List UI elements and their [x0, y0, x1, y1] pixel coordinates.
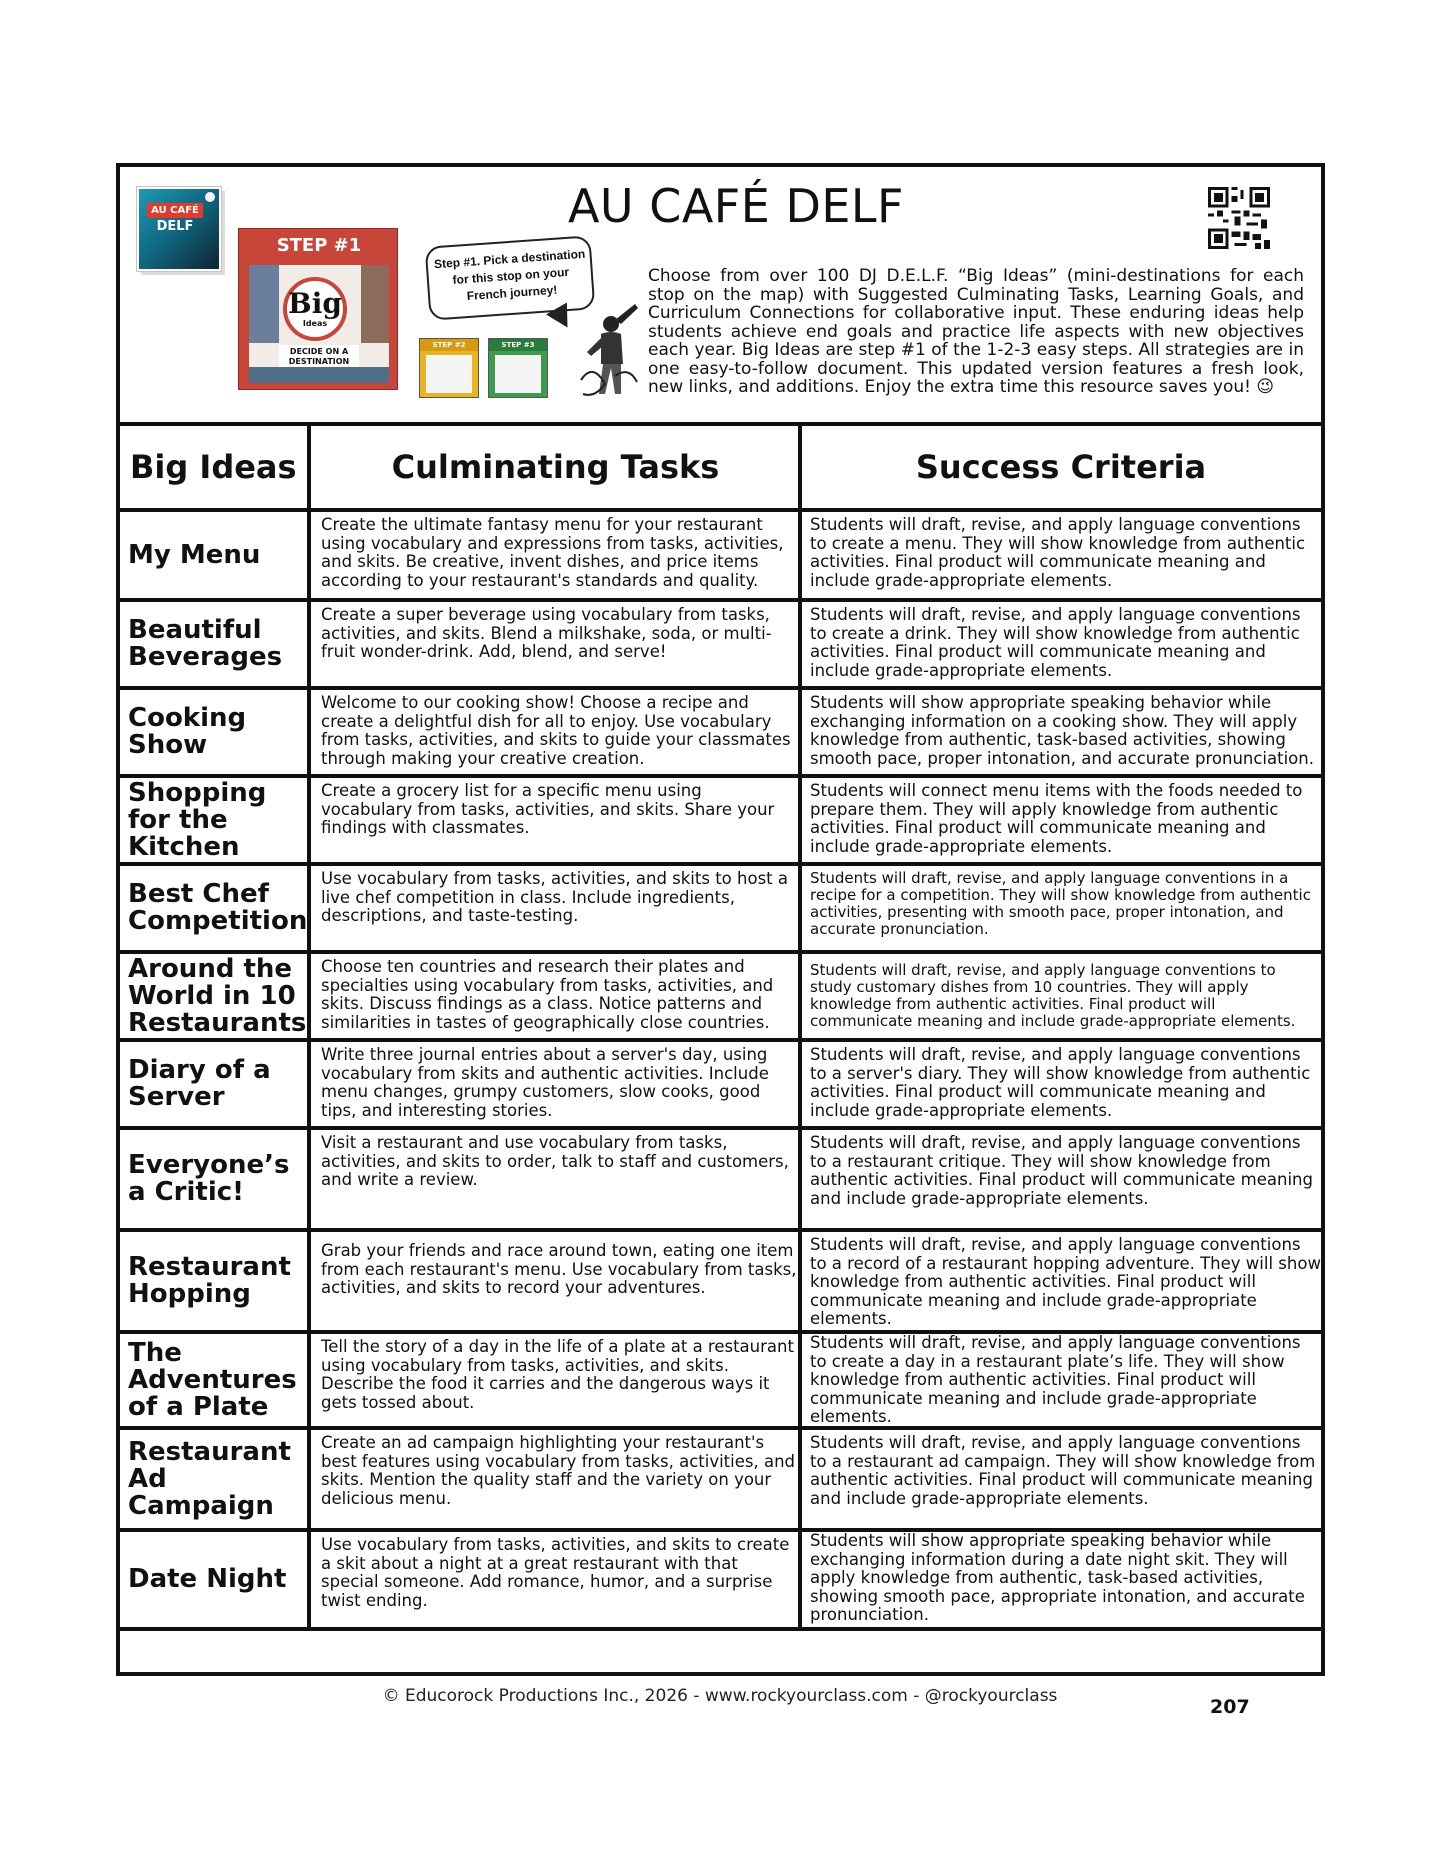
column-header-culminating-tasks: Culminating Tasks	[310, 426, 801, 512]
task-cell: Welcome to our cooking show! Choose a recipe and create a delightful dish for all to enjoy. Use vocabulary from tasks, activities, and skits to guide your classmates through making your creative creation.	[321, 693, 791, 768]
decide-label: DECIDE ON A DESTINATION	[279, 345, 359, 369]
big-idea-cell: Beautiful Beverages	[128, 615, 283, 672]
document-header	[120, 167, 1321, 426]
big-sub: Ideas	[302, 319, 328, 328]
big-idea-cell: Cooking Show	[128, 703, 247, 760]
criteria-cell: Students will draft, revise, and apply language conventions to create a drink. They will show knowledge from authentic activities. Final product will communicate meaning and include grade-appropriate elements.	[810, 605, 1301, 680]
task-cell: Create the ultimate fantasy menu for your restaurant using vocabulary and expressions from tasks, activities, and skits. Be creative, invent dishes, and price items according to your restaurant's standards and quality.	[321, 515, 784, 590]
task-cell: Visit a restaurant and use vocabulary from tasks, activities, and skits to order, talk to staff and customers, and write a review.	[321, 1133, 789, 1189]
qr-code-icon	[1208, 187, 1270, 249]
task-cell: Choose ten countries and research their plates and specialties using vocabulary from tasks, activities, and skits. Discuss findings as a class. Notice patterns and similarities in tastes of geographically close countries.	[321, 957, 774, 1032]
step-3-thumbnail	[488, 338, 548, 398]
photo-strip-bottom	[249, 367, 389, 383]
photo-strip-right	[361, 265, 389, 343]
au-cafe-delf-logo	[137, 187, 221, 271]
badge-dot	[205, 192, 215, 202]
big-idea-cell: Restaurant Hopping	[128, 1252, 291, 1309]
task-cell: Create a super beverage using vocabulary from tasks, activities, and skits. Blend a milkshake, soda, or multi-fruit wonder-drink. Add, blend, and serve!	[321, 605, 772, 661]
big-idea-cell: Everyone’s a Critic!	[128, 1150, 290, 1207]
step-3-label: STEP #3	[489, 339, 547, 351]
step-2-label: STEP #2	[420, 339, 478, 351]
step-2-body	[426, 355, 472, 393]
page-number: 207	[1210, 1696, 1250, 1718]
logo-line-2: DELF	[156, 219, 194, 234]
step-image-panel	[249, 265, 389, 383]
criteria-cell: Students will connect menu items with the foods needed to prepare them. They will apply knowledge from authentic activities. Final product will communicate meaning and include grade-appropriate elements.	[810, 781, 1303, 856]
step-2-thumbnail	[419, 338, 479, 398]
dj-mascot-icon	[575, 302, 645, 402]
criteria-cell: Students will draft, revise, and apply language conventions to study customary dishes from 10 countries. They will apply knowledge from authentic activities. Final product will communicate meaning and include grade-appropriate elements.	[810, 961, 1296, 1030]
task-cell: Create an ad campaign highlighting your restaurant's best features using vocabulary from tasks, activities, and skits. Mention the quality staff and the variety on your delicious menu.	[321, 1433, 796, 1508]
big-idea-cell: Best Chef Competition	[128, 879, 307, 936]
photo-strip-left	[249, 265, 279, 343]
page-title: AU CAFÉ DELF	[567, 179, 905, 233]
document-frame	[116, 163, 1325, 1676]
big-idea-cell: My Menu	[128, 539, 261, 570]
big-idea-cell: Shopping for the Kitchen	[128, 778, 267, 862]
criteria-cell: Students will draft, revise, and apply language conventions in a recipe for a competition. They will show knowledge from authentic activities, presenting with smooth pace, proper intonation, and accurate pronunciation.	[810, 869, 1311, 938]
task-cell: Use vocabulary from tasks, activities, and skits to create a skit about a night at a great restaurant with that special someone. Add romance, humor, and a surprise twist ending.	[321, 1535, 790, 1610]
criteria-cell: Students will show appropriate speaking behavior while exchanging information on a cooking show. They will apply knowledge from authentic, task-based activities, showing smooth pace, proper intonation, and accurate pronunciation.	[810, 693, 1314, 768]
task-cell: Use vocabulary from tasks, activities, and skits to host a live chef competition in class. Include ingredients, descriptions, and taste-testing.	[321, 869, 788, 925]
column-header-big-ideas: Big Ideas	[120, 426, 310, 512]
criteria-cell: Students will draft, revise, and apply language conventions to a record of a restaurant hopping adventure. They will show knowledge from authentic activities. Final product will communicate meaning and include grade-appropriate elements.	[810, 1235, 1321, 1328]
task-cell: Tell the story of a day in the life of a plate at a restaurant using vocabulary from tasks, activities, and skits. Describe the food it carries and the dangerous ways it gets tossed about.	[321, 1337, 794, 1412]
speech-bubble-text: Step #1. Pick a destination for this stop on your French journey!	[433, 246, 586, 304]
big-idea-cell: Restaurant Ad Campaign	[128, 1436, 291, 1521]
criteria-cell: Students will draft, revise, and apply language conventions to a restaurant critique. They will show knowledge from authentic activities. Final product will communicate meaning and include grade-appropriate elements.	[810, 1133, 1313, 1208]
column-header-success-criteria: Success Criteria	[801, 426, 1321, 512]
big-idea-cell: The Adventures of a Plate	[128, 1337, 297, 1422]
criteria-cell: Students will draft, revise, and apply language conventions to create a day in a restaurant plate’s life. They will show knowledge from authentic activities. Final product will communicate meaning and include grade-appropriate elements.	[810, 1334, 1301, 1426]
big-idea-cell: Around the World in 10 Restaurants	[128, 954, 307, 1038]
criteria-cell: Students will draft, revise, and apply language conventions to a server's diary. They will show knowledge from authentic activities. Final product will communicate meaning and include grade-appropriate elements.	[810, 1045, 1311, 1120]
footer-copyright: © Educorock Productions Inc., 2026 - www.rockyourclass.com - @rockyourclass	[382, 1686, 1058, 1706]
big-idea-cell: Date Night	[128, 1564, 287, 1594]
big-idea-cell: Diary of a Server	[128, 1055, 271, 1112]
big-word: Big	[288, 287, 342, 320]
task-cell: Write three journal entries about a server's day, using vocabulary from skits and authentic activities. Include menu changes, grumpy customers, slow cooks, good tips, and interesting stories.	[321, 1045, 769, 1120]
intro-paragraph: Choose from over 100 DJ D.E.L.F. “Big Ideas” (mini-destinations for each stop on the map) with Suggested Culminating Tasks, Learning Goals, and Curriculum Connections for collaborative input. These enduring ideas help students achieve end goals and practice life aspects with new objectives each year. Big Ideas are step #1 of the 1-2-3 easy steps. All strategies are in one easy-to-follow document. This updated version features a fresh look, new links, and additions. Enjoy the extra time this resource saves you! 😉	[648, 266, 1304, 397]
row-divider	[120, 1627, 1321, 1631]
big-ideas-step-image	[238, 228, 398, 390]
step-3-body	[495, 355, 541, 393]
task-cell: Create a grocery list for a specific menu using vocabulary from tasks, activities, and skits. Share your findings with classmates.	[321, 781, 775, 837]
criteria-cell: Students will show appropriate speaking behavior while exchanging information during a date night skit. They will apply knowledge from authentic, task-based activities, showing smooth pace, appropriate intonation, and accurate pronunciation.	[810, 1532, 1305, 1624]
logo-line-1: AU CAFÉ	[147, 203, 203, 218]
criteria-cell: Students will draft, revise, and apply language conventions to create a menu. They will show knowledge from authentic activities. Final product will communicate meaning and include grade-appropriate elements.	[810, 515, 1306, 590]
step-image-heading: STEP #1	[276, 235, 362, 256]
criteria-cell: Students will draft, revise, and apply language conventions to a restaurant ad campaign. They will show knowledge from authentic activities. Final product will communicate meaning and include grade-appropriate elements.	[810, 1433, 1316, 1508]
task-cell: Grab your friends and race around town, eating one item from each restaurant's menu. Use vocabulary from tasks, activities, and skits to record your adventures.	[321, 1241, 797, 1297]
